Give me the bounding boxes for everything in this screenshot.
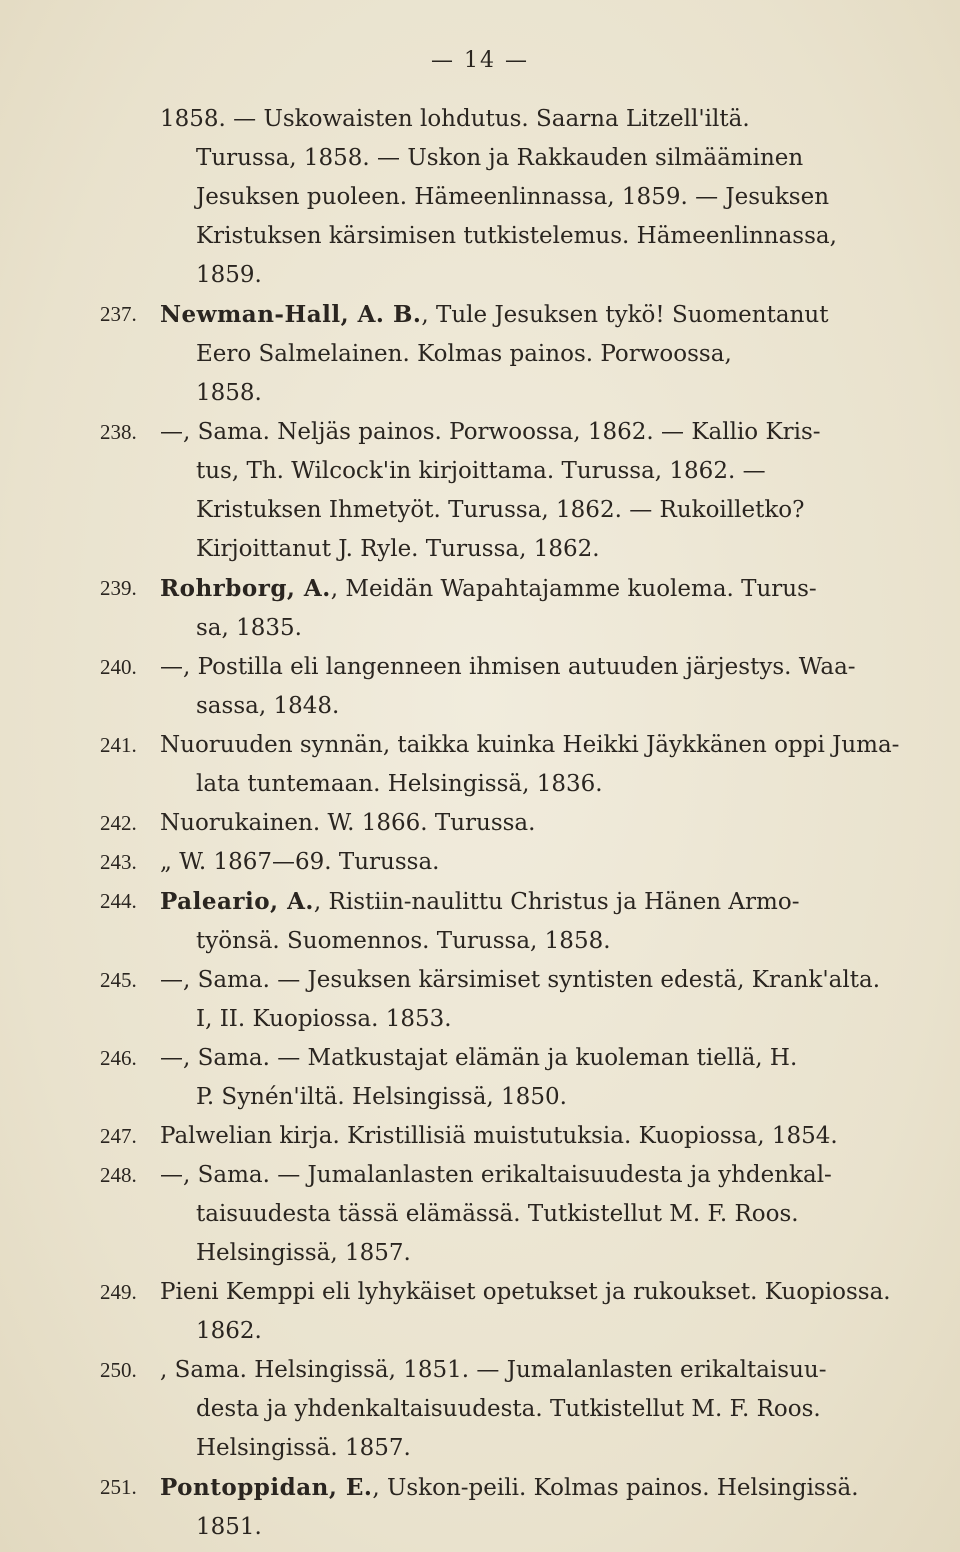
bibliography-entry — [100, 961, 920, 1039]
entry-line: , Sama. Helsingissä, 1851. — Jumalanlasten erikaltaisuu- — [160, 1357, 827, 1383]
bibliography-entry — [100, 726, 920, 804]
entry-author: Rohrborg, A. — [160, 575, 331, 602]
entry-line: 1851. — [196, 1514, 262, 1540]
entry-line: sa, 1835. — [196, 615, 302, 641]
entry-line: Kristuksen kärsimisen tutkistelemus. Hämeenlinnassa, — [196, 223, 837, 249]
entry-line: , Meidän Wapahtajamme kuolema. Turus- — [330, 576, 817, 602]
entry-line: P. Synén'iltä. Helsingissä, 1850. — [196, 1084, 567, 1110]
bibliography-entry — [100, 843, 920, 882]
page-number: — 14 — — [431, 48, 529, 73]
bibliography-entry — [100, 413, 920, 569]
entry-line: Palwelian kirja. Kristillisiä muistutuksia. Kuopiossa, 1854. — [160, 1123, 838, 1149]
entry-line: 1862. — [196, 1318, 262, 1344]
entry-number: 249. — [100, 1280, 137, 1304]
entry-line: lata tuntemaan. Helsingissä, 1836. — [196, 771, 603, 797]
entry-number: 245. — [100, 968, 137, 992]
bibliography-entry — [100, 1156, 920, 1273]
bibliography-entry — [100, 1351, 920, 1468]
entry-line: Turussa, 1858. — Uskon ja Rakkauden silmääminen — [196, 145, 804, 171]
entry-line: Nuorukainen. W. 1866. Turussa. — [160, 810, 536, 836]
entry-line: 1858. — Uskowaisten lohdutus. Saarna Litzell'iltä. — [160, 106, 750, 132]
entry-line: —, Sama. — Matkustajat elämän ja kuoleman tiellä, H. — [160, 1045, 798, 1071]
entry-number: 239. — [100, 576, 137, 600]
entry-number: 250. — [100, 1358, 137, 1382]
entry-line: taisuudesta tässä elämässä. Tutkistellut M. F. Roos. — [196, 1201, 799, 1227]
entry-line: , Ristiin-naulittu Christus ja Hänen Armo- — [313, 889, 800, 915]
bibliography-list — [100, 100, 920, 1547]
entry-line: Jesuksen puoleen. Hämeenlinnassa, 1859. — Jesuksen — [196, 184, 830, 210]
bibliography-entry — [100, 569, 920, 648]
bibliography-entry — [100, 1039, 920, 1117]
entry-line: , Uskon-peili. Kolmas painos. Helsingissä. — [372, 1475, 859, 1501]
bibliography-entry — [100, 100, 920, 295]
entry-line: —, Sama. — Jesuksen kärsimiset syntisten edestä, Krank'alta. — [160, 967, 881, 993]
entry-number: 241. — [100, 733, 137, 757]
entry-line: —, Sama. — Jumalanlasten erikaltaisuudesta ja yhdenkal- — [160, 1162, 832, 1188]
entry-line: Helsingissä, 1857. — [196, 1240, 411, 1266]
entry-line: 1858. — [196, 380, 262, 406]
entry-line: Pieni Kemppi eli lyhykäiset opetukset ja rukoukset. Kuopiossa. — [160, 1279, 891, 1305]
entry-line: tus, Th. Wilcock'in kirjoittama. Turussa, 1862. — — [196, 458, 766, 484]
entry-number: 246. — [100, 1046, 137, 1070]
entry-line: 1859. — [196, 262, 262, 288]
entry-line: desta ja yhdenkaltaisuudesta. Tutkistellut M. F. Roos. — [196, 1396, 821, 1422]
entry-line: —, Postilla eli langenneen ihmisen autuuden järjestys. Waa- — [160, 654, 856, 680]
entry-author: Pontoppidan, E. — [160, 1474, 373, 1501]
entry-line: —, Sama. Neljäs painos. Porwoossa, 1862. — Kallio Kris- — [160, 419, 821, 445]
entry-line: Nuoruuden synnän, taikka kuinka Heikki Jäykkänen oppi Juma- — [160, 732, 900, 758]
entry-line: , Tule Jesuksen tykö! Suomentanut — [421, 302, 829, 328]
entry-number: 248. — [100, 1163, 137, 1187]
entry-line: I, II. Kuopiossa. 1853. — [196, 1006, 452, 1032]
entry-author: Paleario, A. — [160, 888, 314, 915]
bibliography-entry — [100, 295, 920, 413]
entry-author: Newman-Hall, A. B. — [160, 301, 422, 328]
entry-line: sassa, 1848. — [196, 693, 340, 719]
entry-number: 240. — [100, 655, 137, 679]
entry-number: 242. — [100, 811, 137, 835]
bibliography-entry — [100, 1117, 920, 1156]
bibliography-entry — [100, 648, 920, 726]
entry-number: 238. — [100, 420, 137, 444]
bibliography-entry — [100, 1273, 920, 1351]
bibliography-entry — [100, 882, 920, 961]
bibliography-entry — [100, 804, 920, 843]
entry-line: Kirjoittanut J. Ryle. Turussa, 1862. — [196, 536, 600, 562]
entry-line: „ W. 1867—69. Turussa. — [160, 849, 440, 875]
entry-line: Eero Salmelainen. Kolmas painos. Porwoossa, — [196, 341, 732, 367]
entry-line: Helsingissä. 1857. — [196, 1435, 411, 1461]
entry-number: 243. — [100, 850, 137, 874]
entry-number: 247. — [100, 1124, 137, 1148]
entry-number: 237. — [100, 302, 137, 326]
bibliography-entry — [100, 1468, 920, 1547]
entry-number: 251. — [100, 1475, 137, 1499]
entry-line: Kristuksen Ihmetyöt. Turussa, 1862. — Rukoilletko? — [196, 497, 805, 523]
entry-line: työnsä. Suomennos. Turussa, 1858. — [196, 928, 611, 954]
entry-number: 244. — [100, 889, 137, 913]
